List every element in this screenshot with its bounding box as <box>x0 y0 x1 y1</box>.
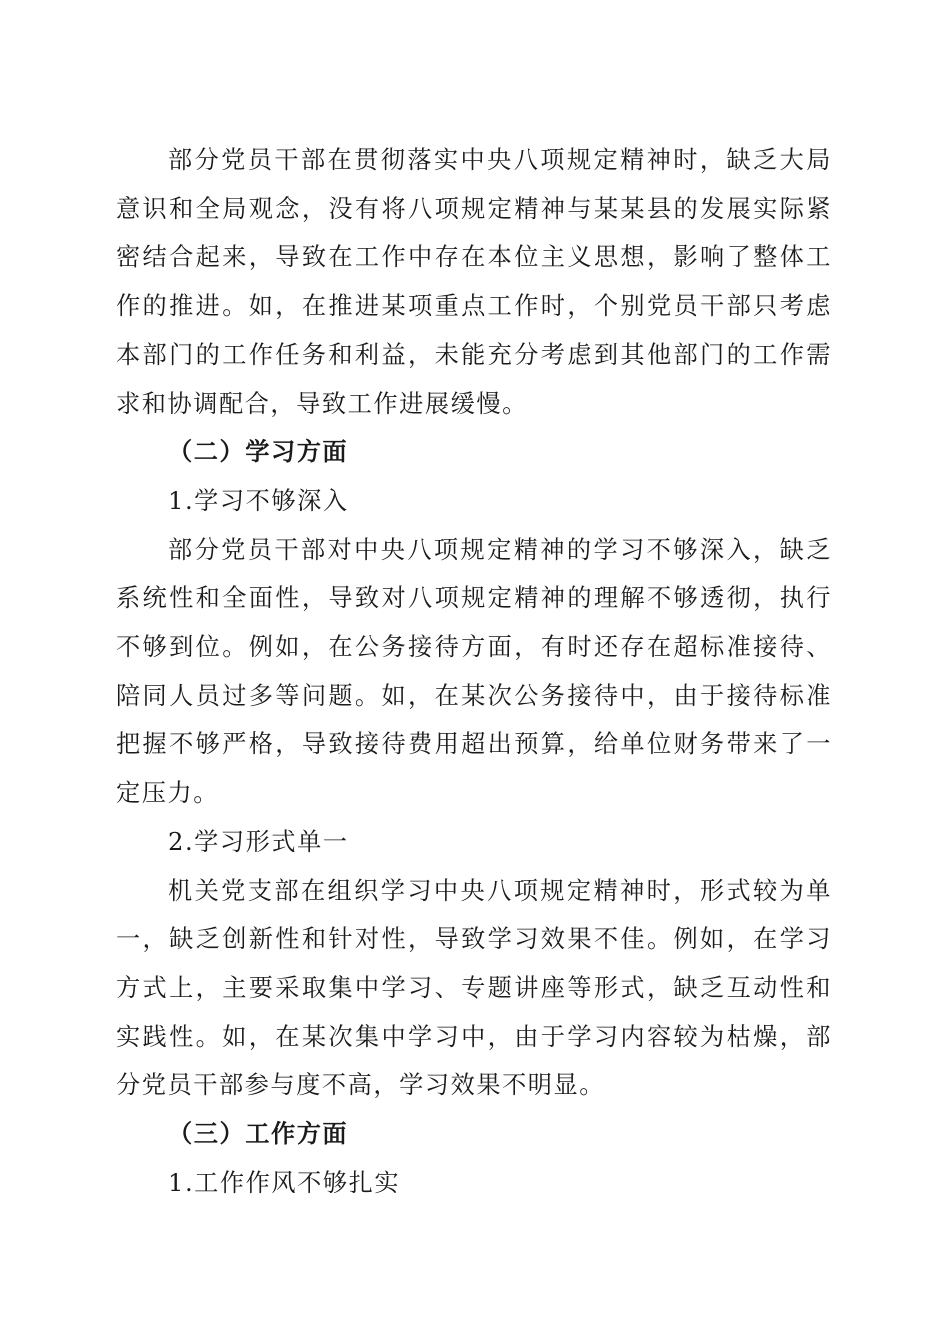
subheading-work-style: 1.工作作风不够扎实 <box>168 1168 401 1197</box>
paragraph-study-form-single: 机关党支部在组织学习中央八项规定精神时，形式较为单一，缺乏创新性和针对性，导致学习效果不佳。例如，在学习方式上，主要采取集中学习、专题讲座等形式，缺乏互动性和实践性。如，在某次集中学习中，由于学习内容较为枯燥，部分党员干部参与度不高，学习效果不明显。 <box>116 876 832 1100</box>
section-heading-work: （三）工作方面 <box>168 1119 349 1149</box>
document-body <box>116 136 832 1207</box>
paragraph-study-not-deep: 部分党员干部对中央八项规定精神的学习不够深入，缺乏系统性和全面性，导致对八项规定精神的理解不够透彻，执行不够到位。例如，在公务接待方面，有时还存在超标准接待、陪同人员过多等问题。如，在某次公务接待中，由于接待标准把握不够严格，导致接待费用超出预算，给单位财务带来了一定压力。 <box>116 535 832 808</box>
paragraph-bureau-thinking: 部分党员干部在贯彻落实中央八项规定精神时，缺乏大局意识和全局观念，没有将八项规定精神与某某县的发展实际紧密结合起来，导致在工作中存在本位主义思想，影响了整体工作的推进。如，在推进某项重点工作时，个别党员干部只考虑本部门的工作任务和利益，未能充分考虑到其他部门的工作需求和协调配合，导致工作进展缓慢。 <box>116 146 832 418</box>
subheading-study-form-single: 2.学习形式单一 <box>168 827 349 856</box>
section-heading-study: （二）学习方面 <box>168 437 349 467</box>
subheading-study-not-deep: 1.学习不够深入 <box>168 486 349 515</box>
